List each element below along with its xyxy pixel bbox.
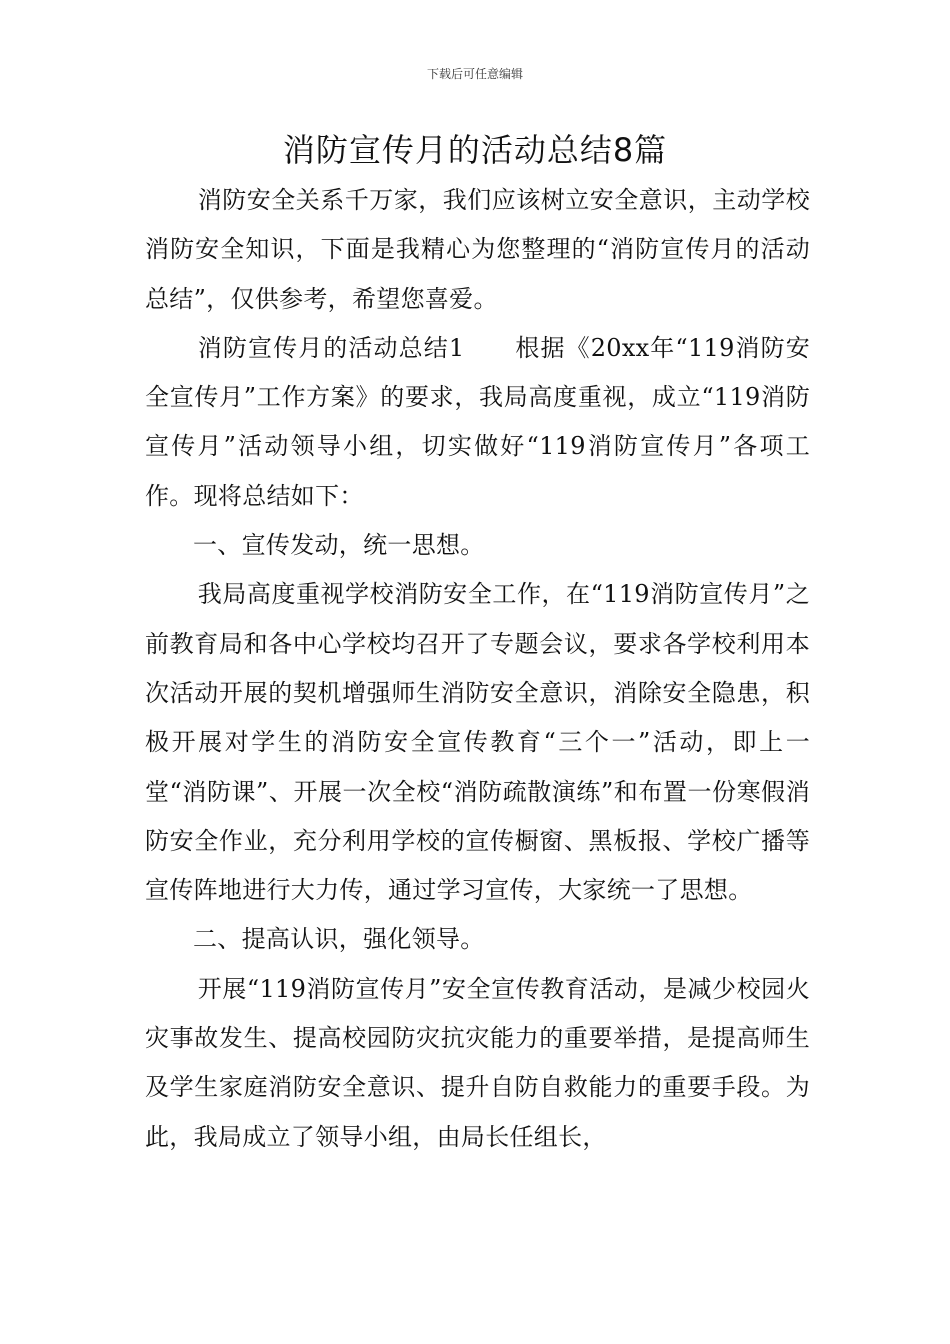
paragraph-summary-1: 消防宣传月的活动总结1 根据《20xx年“119消防安全宣传月”工作方案》的要求，我局高度重视，成立“119消防宣传月”活动领导小组，切实做好“119消防宣传月”各项工作。现将总结如下： [145,333,810,510]
section-heading-2: 二、提高认识，强化领导。 [193,925,485,954]
paragraph-section-2: 开展“119消防宣传月”安全宣传教育活动，是减少校园火灾事故发生、提高校园防灾抗灾能力的重要举措，是提高师生及学生家庭消防安全意识、提升自防自救能力的重要手段。为此，我局成立了领导小组，由局长任组长， [145,974,810,1151]
paragraph-intro: 消防安全关系千万家，我们应该树立安全意识，主动学校消防安全知识，下面是我精心为您整理的“消防宣传月的活动总结”，仅供参考，希望您喜爱。 [145,186,810,313]
document-body [145,176,810,1162]
paragraph-section-1: 我局高度重视学校消防安全工作，在“119消防宣传月”之前教育局和各中心学校均召开了专题会议，要求各学校利用本次活动开展的契机增强师生消防安全意识，消除安全隐患，积极开展对学生的消防安全宣传教育“三个一”活动，即上一堂“消防课”、开展一次全校“消防疏散演练”和布置一份寒假消防安全作业，充分利用学校的宣传橱窗、黑板报、学校广播等宣传阵地进行大力传，通过学习宣传，大家统一了思想。 [145,580,810,905]
header-note: 下载后可任意编辑 [426,67,523,81]
document-title: 消防宣传月的活动总结8篇 [282,131,668,169]
section-heading-1: 一、宣传发动，统一思想。 [193,531,485,560]
